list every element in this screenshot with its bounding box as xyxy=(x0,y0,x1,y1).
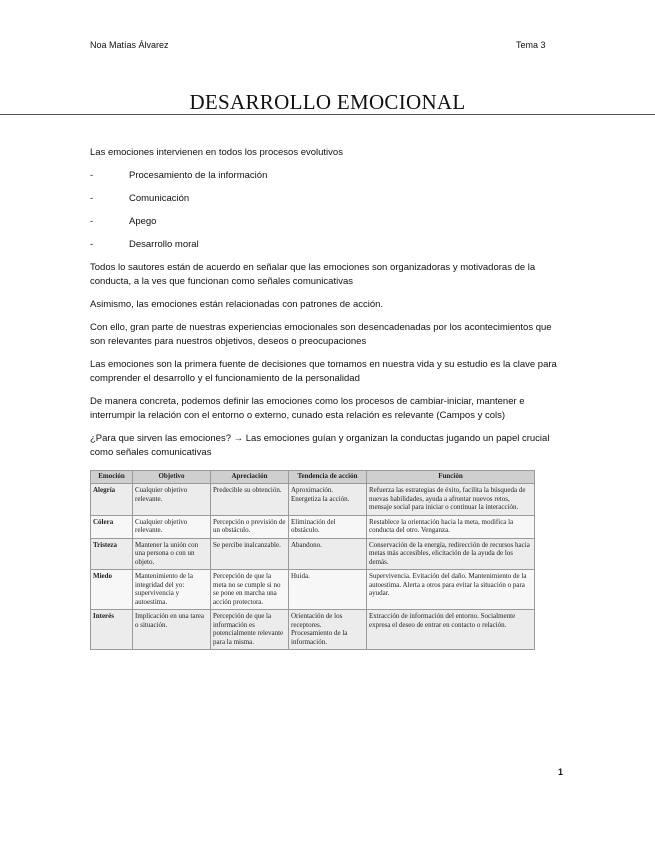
table-cell: Abandono. xyxy=(289,538,367,570)
table-cell: Percepción o previsión de un obstáculo. xyxy=(211,515,289,538)
list-item xyxy=(90,192,565,206)
emotions-table xyxy=(90,470,535,650)
column-header: Función xyxy=(367,471,535,484)
table-row xyxy=(91,570,535,610)
table-cell: Cualquier objetivo relevante. xyxy=(133,515,211,538)
table-cell: Restablece la orientación hacia la meta, modifica la conducta del otro. Venganza. xyxy=(367,515,535,538)
table-cell: Percepción de que la meta no se cumple si no se pone en marcha una acción protectora. xyxy=(211,570,289,610)
table-cell: Miedo xyxy=(91,570,133,610)
list-dash: - xyxy=(90,216,94,227)
table-row xyxy=(91,610,535,650)
table-row xyxy=(91,515,535,538)
list-dash: - xyxy=(90,193,94,204)
title-underline xyxy=(0,114,655,115)
column-header: Tendencia de acción xyxy=(289,471,367,484)
header-author: Noa Matías Álvarez xyxy=(90,40,169,50)
list-item xyxy=(90,169,565,183)
list-item-text: Desarrollo moral xyxy=(129,239,199,250)
paragraph: Las emociones son la primera fuente de decisiones que tomamos en nuestra vida y su estudio es la clave para comprender el desarrollo y el funcionamiento de la personalidad xyxy=(90,359,557,384)
table-cell: Huida. xyxy=(289,570,367,610)
list-dash: - xyxy=(90,170,94,181)
table-cell: Se percibe inalcanzable. xyxy=(211,538,289,570)
list-dash: - xyxy=(90,239,94,250)
table-cell: Extracción de información del entorno. Socialmente expresa el deseo de entrar en contacto o relación. xyxy=(367,610,535,650)
table-cell: Eliminación del obstáculo. xyxy=(289,515,367,538)
table-cell: Implicación en una tarea o situación. xyxy=(133,610,211,650)
column-header: Apreciación xyxy=(211,471,289,484)
table-cell: Orientación de los receptores. Procesamiento de la información. xyxy=(289,610,367,650)
table-cell: Refuerza las estrategias de éxito, facilita la búsqueda de nuevas habilidades, ayuda a afrontar nuevos retos, mensaje social para iniciar o continuar la interacción. xyxy=(367,484,535,516)
list-item xyxy=(90,215,565,229)
list-item-text: Apego xyxy=(129,216,157,227)
table-header-row xyxy=(91,471,535,484)
table-cell: Tristeza xyxy=(91,538,133,570)
paragraph: Todos lo sautores están de acuerdo en señalar que las emociones son organizadoras y motivadoras de la conducta, a la ves que funcionan como señales comunicativas xyxy=(90,262,536,287)
table-cell: Predecible su obtención. xyxy=(211,484,289,516)
header-topic: Tema 3 xyxy=(516,40,546,50)
list-item xyxy=(90,238,565,252)
table-cell: Aproximación. Energetiza la acción. xyxy=(289,484,367,516)
table-cell: Interés xyxy=(91,610,133,650)
document-title: DESARROLLO EMOCIONAL xyxy=(189,90,466,114)
table-cell: Mantenimiento de la integridad del yo: supervivencia y autoestima. xyxy=(133,570,211,610)
table-cell: Percepción de que la información es potencialmente relevante para la misma. xyxy=(211,610,289,650)
table-row xyxy=(91,484,535,516)
table-row xyxy=(91,538,535,570)
paragraph: Con ello, gran parte de nuestras experiencias emocionales son desencadenadas por los acontecimientos que son relevantes para nuestros objetivos, deseos o preocupaciones xyxy=(90,322,552,347)
table-cell: Cualquier objetivo relevante. xyxy=(133,484,211,516)
table-cell: Conservación de la energía, redirección de recursos hacia metas más accesibles, elicitación de la ayuda de los demás. xyxy=(367,538,535,570)
list-item-text: Comunicación xyxy=(129,193,190,204)
paragraph: Asimismo, las emociones están relacionadas con patrones de acción. xyxy=(90,299,384,310)
table-cell: Alegría xyxy=(91,484,133,516)
table-cell: Cólera xyxy=(91,515,133,538)
table-cell: Mantener la unión con una persona o con un objeto. xyxy=(133,538,211,570)
intro-paragraph: Las emociones intervienen en todos los procesos evolutivos xyxy=(90,147,343,158)
paragraph: De manera concreta, podemos definir las emociones como los procesos de cambiar-iniciar, mantener e interrumpir la relación con el entorno o externo, cunado esta relación es relevante (Campos y cols) xyxy=(90,396,525,421)
page-number: 1 xyxy=(558,767,564,777)
column-header: Emoción xyxy=(91,471,133,484)
column-header: Objetivo xyxy=(133,471,211,484)
document-body xyxy=(90,146,565,469)
paragraph: ¿Para que sirven las emociones? → Las emociones guían y organizan la conductas jugando un papel crucial como señales comunicativas xyxy=(90,433,550,458)
list-item-text: Procesamiento de la información xyxy=(129,170,268,181)
table-cell: Supervivencia. Evitación del daño. Mantenimiento de la autoestima. Alerta a otros para evitar la situación o para ayudar. xyxy=(367,570,535,610)
